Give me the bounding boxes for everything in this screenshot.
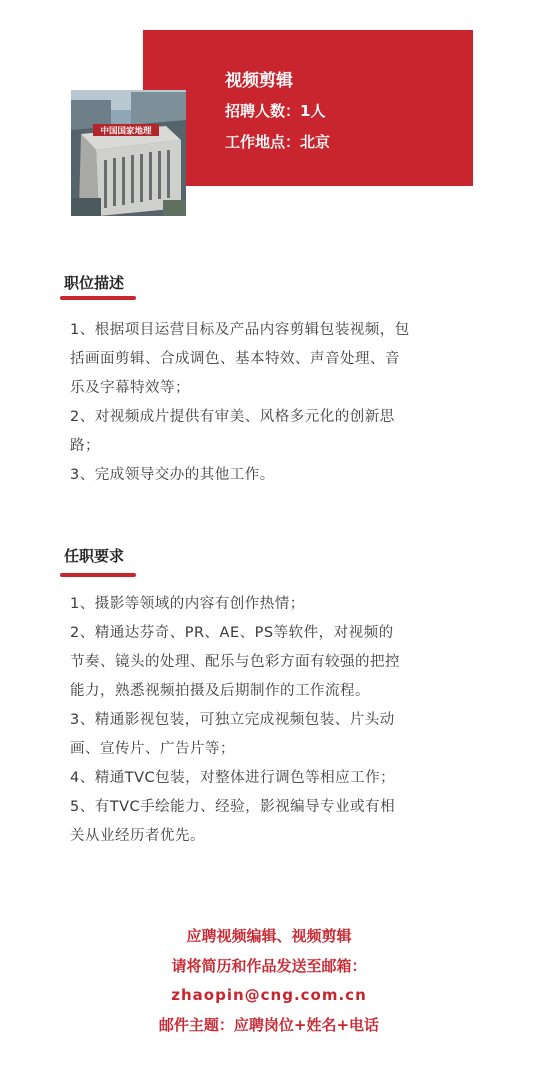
line: 乐及字幕特效等； bbox=[70, 380, 190, 396]
line: 关从业经历者优先。 bbox=[70, 828, 205, 844]
section-title-requirements: 任职要求 bbox=[64, 547, 125, 565]
line: 括画面剪辑、合成调色、基本特效、声音处理、音 bbox=[70, 351, 400, 367]
application-info bbox=[0, 922, 538, 1040]
section-underline bbox=[60, 296, 136, 300]
send-instruction: 请将简历和作品发送至邮箱： bbox=[171, 956, 367, 975]
line: 2、精通达芬奇、PR、AE、PS等软件，对视频的 bbox=[70, 625, 394, 641]
line: 路； bbox=[70, 438, 100, 454]
building-sign-text: 中国国家地理 bbox=[100, 126, 152, 137]
line: 能力，熟悉视频拍摄及后期制作的工作流程。 bbox=[70, 683, 370, 699]
line: 4、精通TVC包装，对整体进行调色等相应工作； bbox=[70, 770, 396, 786]
line: 3、精通影视包装，可独立完成视频包装、片头动 bbox=[70, 712, 395, 728]
line: 画、宣传片、广告片等； bbox=[70, 741, 235, 757]
building-photo bbox=[71, 90, 186, 216]
header-card bbox=[143, 30, 473, 186]
section-underline bbox=[60, 573, 136, 577]
section-title-job-description: 职位描述 bbox=[64, 274, 125, 292]
requirements-text bbox=[70, 590, 470, 851]
line: 3、完成领导交办的其他工作。 bbox=[70, 467, 275, 483]
line: 1、根据项目运营目标及产品内容剪辑包装视频，包 bbox=[70, 322, 410, 338]
apply-positions: 应聘视频编辑、视频剪辑 bbox=[186, 927, 352, 945]
job-title: 视频剪辑 bbox=[225, 71, 293, 91]
job-description-text bbox=[70, 316, 470, 490]
email-address[interactable]: zhaopin@cng.com.cn bbox=[171, 986, 367, 1004]
line: 1、摄影等领域的内容有创作热情； bbox=[70, 596, 305, 612]
line: 2、对视频成片提供有审美、风格多元化的创新思 bbox=[70, 409, 395, 425]
line: 节奏、镜头的处理、配乐与色彩方面有较强的把控 bbox=[70, 654, 400, 670]
line: 5、有TVC手绘能力、经验，影视编导专业或有相 bbox=[70, 799, 396, 815]
headcount: 招聘人数：1人 bbox=[225, 102, 326, 120]
email-subject: 邮件主题：应聘岗位+姓名+电话 bbox=[158, 1015, 380, 1034]
work-location: 工作地点：北京 bbox=[225, 133, 331, 151]
